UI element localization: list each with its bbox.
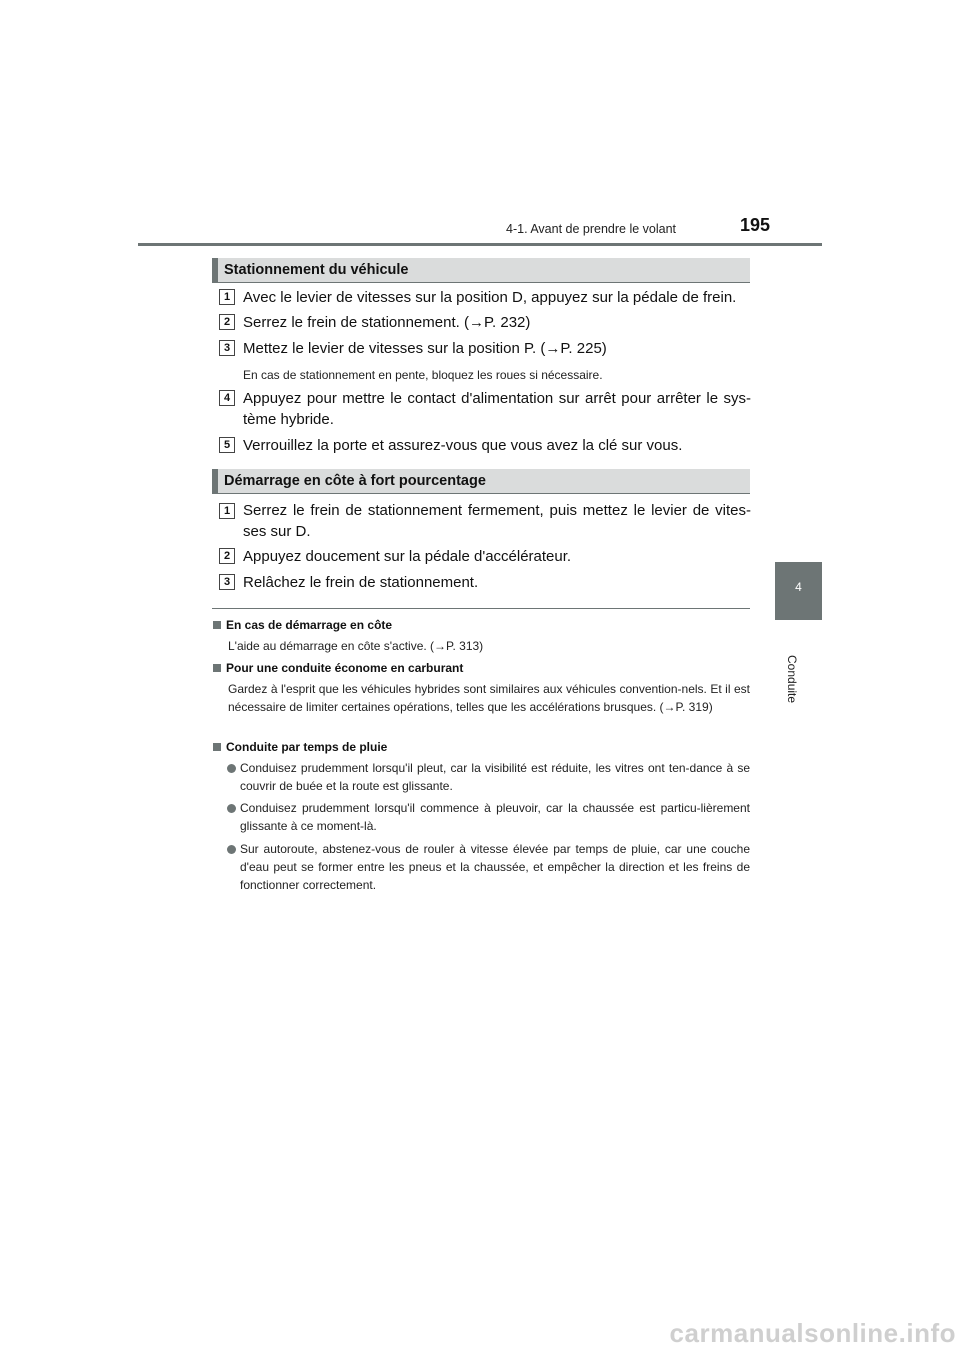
section-title: Stationnement du véhicule: [224, 262, 409, 278]
section-header-hill-start: [212, 469, 750, 494]
notes-divider: [212, 608, 750, 609]
chapter-side-label: Conduite: [785, 655, 799, 704]
step-text: Serrez le frein de stationnement. (→P. 232): [243, 314, 531, 331]
note-title: [213, 740, 387, 754]
step-text: Verrouillez la porte et assurez-vous que vous avez la clé sur vous.: [243, 437, 683, 454]
step-number-badge: 4: [219, 390, 235, 406]
step-number-badge: 5: [219, 437, 235, 453]
watermark-text: carmanualsonline.info: [669, 1318, 956, 1348]
page-number: 195: [740, 215, 771, 235]
step-text: Avec le levier de vitesses sur la position D, appuyez sur la pédale de frein.: [243, 289, 737, 306]
note-title-text: Conduite par temps de pluie: [226, 740, 388, 754]
step-text: Appuyez pour mettre le contact d'alimentation sur arrêt pour arrêter le sys-tème hybride.: [243, 390, 751, 428]
round-bullet-icon: [227, 804, 236, 813]
round-bullet-icon: [227, 845, 236, 854]
bullet-text: Conduisez prudemment lorsqu'il pleut, car la visibilité est réduite, les vitres ont ten-dance à se couvrir de buée et la route est glissante.: [240, 761, 750, 793]
note-title: [213, 618, 392, 632]
chapter-tab-number: 4: [795, 580, 802, 594]
step-number-badge: 1: [219, 503, 235, 519]
chapter-tab: [775, 562, 822, 620]
note-title: [213, 661, 463, 675]
step-number-badge: 3: [219, 340, 235, 356]
step-note: En cas de stationnement en pente, bloquez les roues si nécessaire.: [243, 368, 603, 382]
square-bullet-icon: [213, 743, 221, 751]
step-number-badge: 3: [219, 574, 235, 590]
step-text: Appuyez doucement sur la pédale d'accélérateur.: [243, 548, 572, 565]
note-body: Gardez à l'esprit que les véhicules hybrides sont similaires aux véhicules convention-nels. Et il est nécessaire de limiter certaines opérations, telles que les accélérations brusques. (→P. 319): [228, 682, 750, 714]
bullet-text: Sur autoroute, abstenez-vous de rouler à vitesse élevée par temps de pluie, car une couche d'eau peut se former entre les pneus et la chaussée, et empêcher la direction et les freins de fonctionner correctement.: [240, 842, 750, 892]
step-text: Relâchez le frein de stationnement.: [243, 574, 479, 591]
bullet-text: Conduisez prudemment lorsqu'il commence à pleuvoir, car la chaussée est particu-lièrement glissante à ce moment-là.: [240, 801, 750, 833]
header-divider: [138, 243, 822, 246]
note-title-text: En cas de démarrage en côte: [226, 618, 393, 632]
step-text: Serrez le frein de stationnement fermement, puis mettez le levier de vites-ses sur D.: [243, 502, 751, 540]
section-title: Démarrage en côte à fort pourcentage: [224, 473, 486, 489]
note-body: L'aide au démarrage en côte s'active. (→P. 313): [228, 639, 484, 653]
section-header-parking: [212, 258, 750, 283]
step-number-badge: 1: [219, 289, 235, 305]
note-title-text: Pour une conduite économe en carburant: [226, 661, 464, 675]
step-number-badge: 2: [219, 548, 235, 564]
square-bullet-icon: [213, 664, 221, 672]
square-bullet-icon: [213, 621, 221, 629]
round-bullet-icon: [227, 764, 236, 773]
step-number-badge: 2: [219, 314, 235, 330]
chapter-title: 4-1. Avant de prendre le volant: [506, 222, 677, 236]
step-text: Mettez le levier de vitesses sur la position P. (→P. 225): [243, 340, 607, 357]
